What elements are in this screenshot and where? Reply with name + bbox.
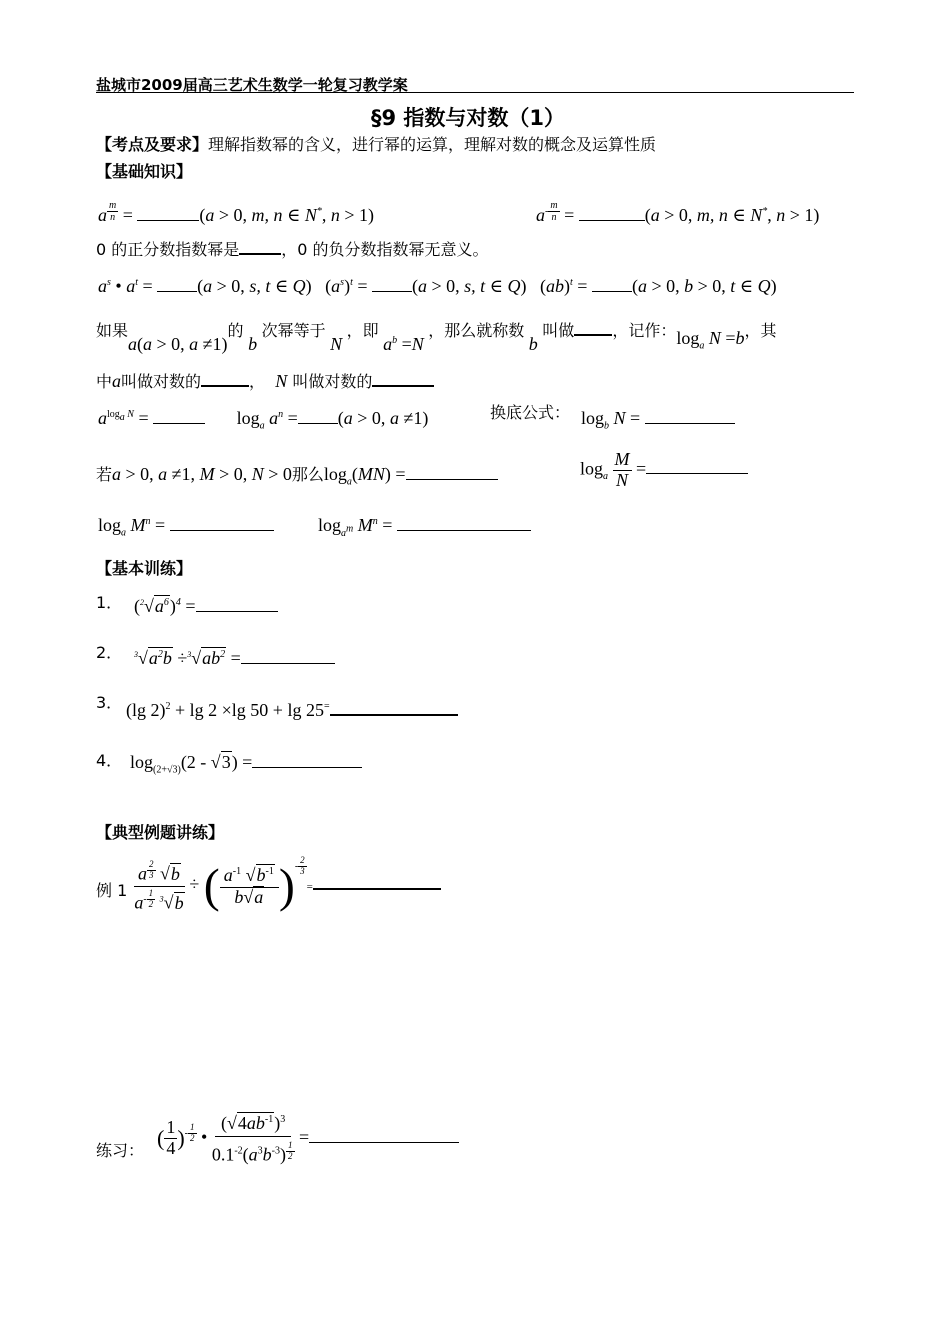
log-def-text: ，其 — [744, 321, 777, 340]
practice-label: 练习： — [96, 1141, 145, 1160]
blank[interactable] — [574, 320, 612, 336]
blank[interactable] — [372, 371, 434, 387]
change-base-label: 换底公式： — [490, 403, 571, 422]
log-definition-line-2: 中a叫做对数的 ， N 叫做对数的 — [96, 369, 434, 392]
formula-power-rules: $a^s$ • $a^t = (a > 0$, s, t ∈ Q) $(a^s)^t = (a > 0$, s, t ∈ Q) (ab)$^t$ = (a > 0, b > 0, t ∈ Q) — [98, 276, 777, 296]
log-def-text: ，那么就称数 — [428, 321, 525, 340]
basic-training-label: 【基本训练】 — [96, 559, 193, 578]
if-text: 若 — [96, 465, 113, 484]
log-def-text: 叫做对数的 — [121, 372, 202, 391]
example-1-label: 例 1 — [96, 881, 128, 900]
formula-log-quotient: $\log_a$ $\frac{M}{N}$ = — [580, 450, 748, 491]
blank[interactable] — [239, 239, 281, 255]
then-text: 那么 — [291, 465, 324, 484]
log-def-text: ，即 — [346, 321, 379, 340]
example-1-formula: a $^{\frac{2}{3}}$ √b $a^{- \frac{1}{2}}$ $^3$√b ÷ ( $\frac{a^{-1} √b^{-1}}{b√a}$ )$^{- \frac{2}{3}}$ = — [134, 858, 441, 914]
exercise-1-formula: $(^2√a^6)^4$ = — [134, 596, 278, 617]
keypoints-text: 理解指数幂的含义，进行幂的运算，理解对数的概念及运算性质 — [208, 135, 657, 154]
exercise-4-formula: $\log_{(2+√3)}(2 - √3)$ = — [130, 752, 362, 773]
exercise-number: 1． — [96, 593, 123, 612]
log-def-text: 叫做对数的 — [292, 372, 373, 391]
log-def-text: ，记作： — [612, 321, 677, 340]
formula-log-identities: $a^{log_a N}$ = $\log_a a^n = (a > 0$, a ≠1) — [98, 408, 429, 432]
exercise-3-formula: (lg 2)$^2$ + lg 2 ×lg 50 + lg 25= — [126, 700, 458, 721]
header-rule — [96, 92, 854, 93]
formula-log-power: $\log_a M^n$ = — [98, 515, 274, 536]
log-def-text: 中 — [96, 372, 113, 391]
basic-knowledge-label: 【基础知识】 — [96, 162, 193, 181]
log-def-text: 次幂等于 — [261, 321, 326, 340]
exercise-2-formula: $^3√a^2b \div^3√ab^2$ = — [134, 648, 335, 669]
log-def-text: 叫做 — [542, 321, 575, 340]
page-header: 盐城市2009届高三艺术生数学一轮复习教学案 — [96, 76, 408, 94]
blank[interactable] — [201, 371, 249, 387]
formula-log-base-power: $\log_{a^m} M^n$ = — [318, 515, 531, 536]
log-def-text: ， — [249, 372, 266, 391]
examples-label: 【典型例题讲练】 — [96, 823, 225, 842]
zero-power-line — [96, 237, 489, 260]
keypoints-line — [96, 132, 656, 155]
log-def-text: 的 — [227, 321, 244, 340]
practice-formula: ( $\frac{1}{4}$ )$^{- \frac{1}{2}}$ • $(√4ab^{-1})^3$ $0.1^{-2}(a^3b^{-3})$ $^{\frac{1}{2}}$ = — [157, 1112, 459, 1165]
log-def-text: 如果 — [96, 321, 129, 340]
zero-power-text-1: 0 的正分数指数幂是 — [96, 240, 240, 259]
formula-change-base: $\log_b N$ = — [581, 408, 735, 429]
formula-log-product: 若a > 0, a ≠1, M > 0, N > 0那么$\log_a(MN)$ = — [96, 462, 498, 485]
exercise-number: 3． — [96, 693, 123, 712]
keypoints-label: 【考点及要求】 — [96, 135, 209, 154]
page-title: §9 指数与对数（1） — [371, 106, 566, 130]
zero-power-text-2: ，0 的负分数指数幂无意义。 — [281, 240, 489, 259]
log-definition-line: 如果a(a > 0, a ≠1)的 b 次幂等于 N ，即 $a^b =N$ ，那么就称数 b 叫做 ，记作：$\log_a N =b$，其 — [96, 321, 777, 354]
exercise-number: 4． — [96, 751, 123, 770]
formula-negative-fractional-exponent: $a^{- \frac{m}{n}}$ = (a > 0, m, n ∈ N*, n > 1) — [536, 200, 820, 225]
formula-positive-fractional-exponent: a $^{\frac{m}{n}}$ = (a > 0, m, n ∈ N*, n > 1) — [98, 200, 375, 225]
exercise-number: 2． — [96, 643, 123, 662]
